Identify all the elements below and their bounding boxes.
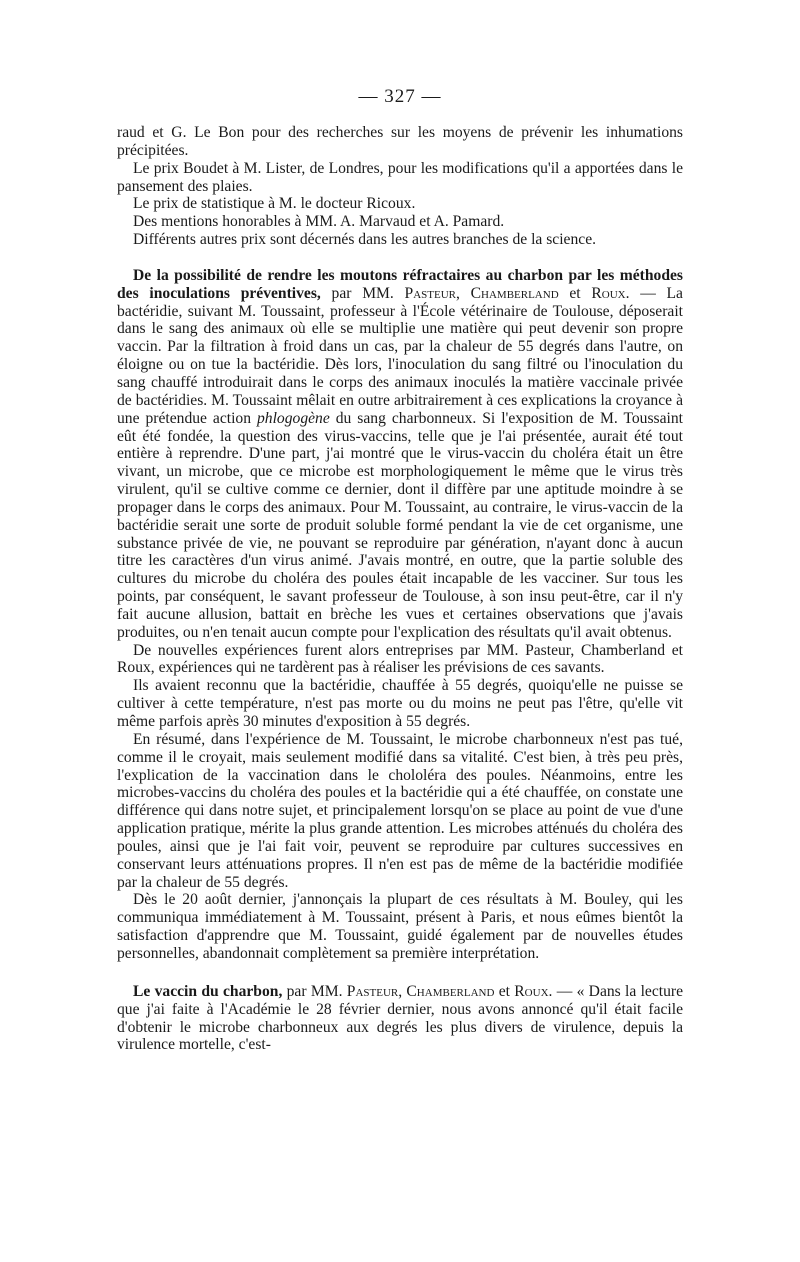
section-spacer: [117, 249, 683, 267]
text-column: [117, 124, 683, 1054]
page-number: — 327 —: [358, 86, 442, 107]
paragraph: Dès le 20 août dernier, j'annonçais la plupart de ces résultats à M. Bouley, qui les communiqua immédiatement à M. Toussaint, présent à Paris, et nous eûmes bientôt la satisfaction d'apprendre que M. Toussaint, guidé également par de nouvelles études personnelles, abandonnait complètement sa première interprétation.: [117, 891, 683, 962]
author-name: Roux: [591, 284, 626, 302]
paragraph: Ils avaient reconnu que la bactéridie, chauffée à 55 degrés, quoiqu'elle ne puisse se cultiver à cette température, n'est pas morte ou du moins ne peut pas l'être, qu'elle vit même parfois après 30 minutes d'exposition à 55 degrés.: [117, 677, 683, 730]
section-paragraph: Le vaccin du charbon, par MM. Pasteur, Chamberland et Roux. — « Dans la lecture que j'ai faite à l'Académie le 28 février dernier, nous avons annoncé qu'il était facile d'obtenir le microbe charbonneux aux degrés les plus divers de virulence, depuis la virulence mortelle, c'est-: [117, 982, 683, 1054]
author-name: Roux: [514, 982, 549, 1000]
paragraph: raud et G. Le Bon pour des recherches sur les moyens de prévenir les inhumations précipitées.: [117, 124, 683, 159]
paragraph: Des mentions honorables à MM. A. Marvaud et A. Pamard.: [133, 213, 505, 231]
section-heading: Le vaccin du charbon,: [133, 982, 283, 1000]
paragraph: En résumé, dans l'expérience de M. Toussaint, le microbe charbonneux n'est pas tué, comme il le croyait, mais seulement modifié dans sa vitalité. C'est bien, à très peu près, l'explication de la vaccination dans le chololéra des poules. Néanmoins, entre les microbes-vaccins du choléra des poules et la bactéridie qui a été chauffée, on constate une différence qui dans notre sujet, et principalement lorsqu'on se place au point de vue d'une application pratique, mérite la plus grande attention. Les microbes atténués du choléra des poules, ainsi que je l'ai fait voir, peuvent se reproduire par cultures successives en conservant leurs atténuations propres. Il n'en est pas de même de la bactéridie modifiée par la chaleur de 55 degrés.: [117, 730, 683, 891]
section-spacer: [117, 963, 683, 983]
paragraph: Différents autres prix sont décernés dans les autres branches de la science.: [133, 231, 597, 249]
section-heading: De la possibilité de rendre les moutons réfractaires au charbon par les méthodes des inoculations préventives,: [117, 266, 683, 302]
paragraph: De nouvelles expériences furent alors entreprises par MM. Pasteur, Chamberland et Roux, expériences qui ne tardèrent pas à réaliser les prévisions de ces savants.: [117, 641, 683, 677]
paragraph: Le prix Boudet à M. Lister, de Londres, pour les modifications qu'il a apportées dans le pansement des plaies.: [117, 159, 683, 195]
italic-term: phlogogène: [257, 409, 330, 427]
paragraph: Le prix de statistique à M. le docteur Ricoux.: [133, 195, 416, 213]
section-paragraph: De la possibilité de rendre les moutons réfractaires au charbon par les méthodes des inoculations préventives, par MM. Pasteur, Chamberland et Roux. — La bactéridie, suivant M. Toussaint, professeur à l'École vétérinaire de Toulouse, déposerait dans le sang des animaux où elle se multiplie une matière qui peut devenir son propre vaccin. Par la filtration à froid dans un cas, par la chaleur de 55 degrés dans l'autre, on éloigne ou on tue la bactéridie. Dès lors, l'inoculation du sang filtré ou l'inoculation du sang chauffé introduirait dans le corps des animaux inoculés la matière vaccinale privée de bactéridies. M. Toussaint mêlait en outre arbitrairement à ces explications la croyance à une prétendue action phlogogène du sang charbonneux. Si l'exposition de M. Toussaint eût été fondée, la question des virus-vaccins, telle que je l'ai présentée, aurait été tout entière à reprendre. D'une part, j'ai montré que le virus-vaccin du choléra était un être vivant, un microbe, que ce microbe est morphologiquement le même que le virus très virulent, qu'il se cultive comme ce dernier, dont il diffère par une aptitude moindre à se propager dans le corps des animaux. Pour M. Toussaint, au contraire, le virus-vaccin de la bactéridie serait une sorte de produit soluble formé pendant la vie de cet organisme, une substance privée de vie, ne pouvant se reproduire par génération, n'ayant donc à aucun titre les caractères d'un virus animé. J'avais montré, en outre, que la partie soluble des cultures du microbe du choléra des poules était incapable de les vacciner. Sur tous les points, par conséquent, le savant professeur de Toulouse, à son insu peut-être, car il n'y fait aucune allusion, battait en brèche les vues et certaines observations que j'avais produites, ou n'en tenait aucun compte pour l'explication des résultats qu'il avait obtenus.: [117, 266, 683, 641]
author-names: Pasteur, Chamberland: [346, 982, 495, 1000]
author-names: Pasteur, Chamberland: [404, 284, 559, 302]
